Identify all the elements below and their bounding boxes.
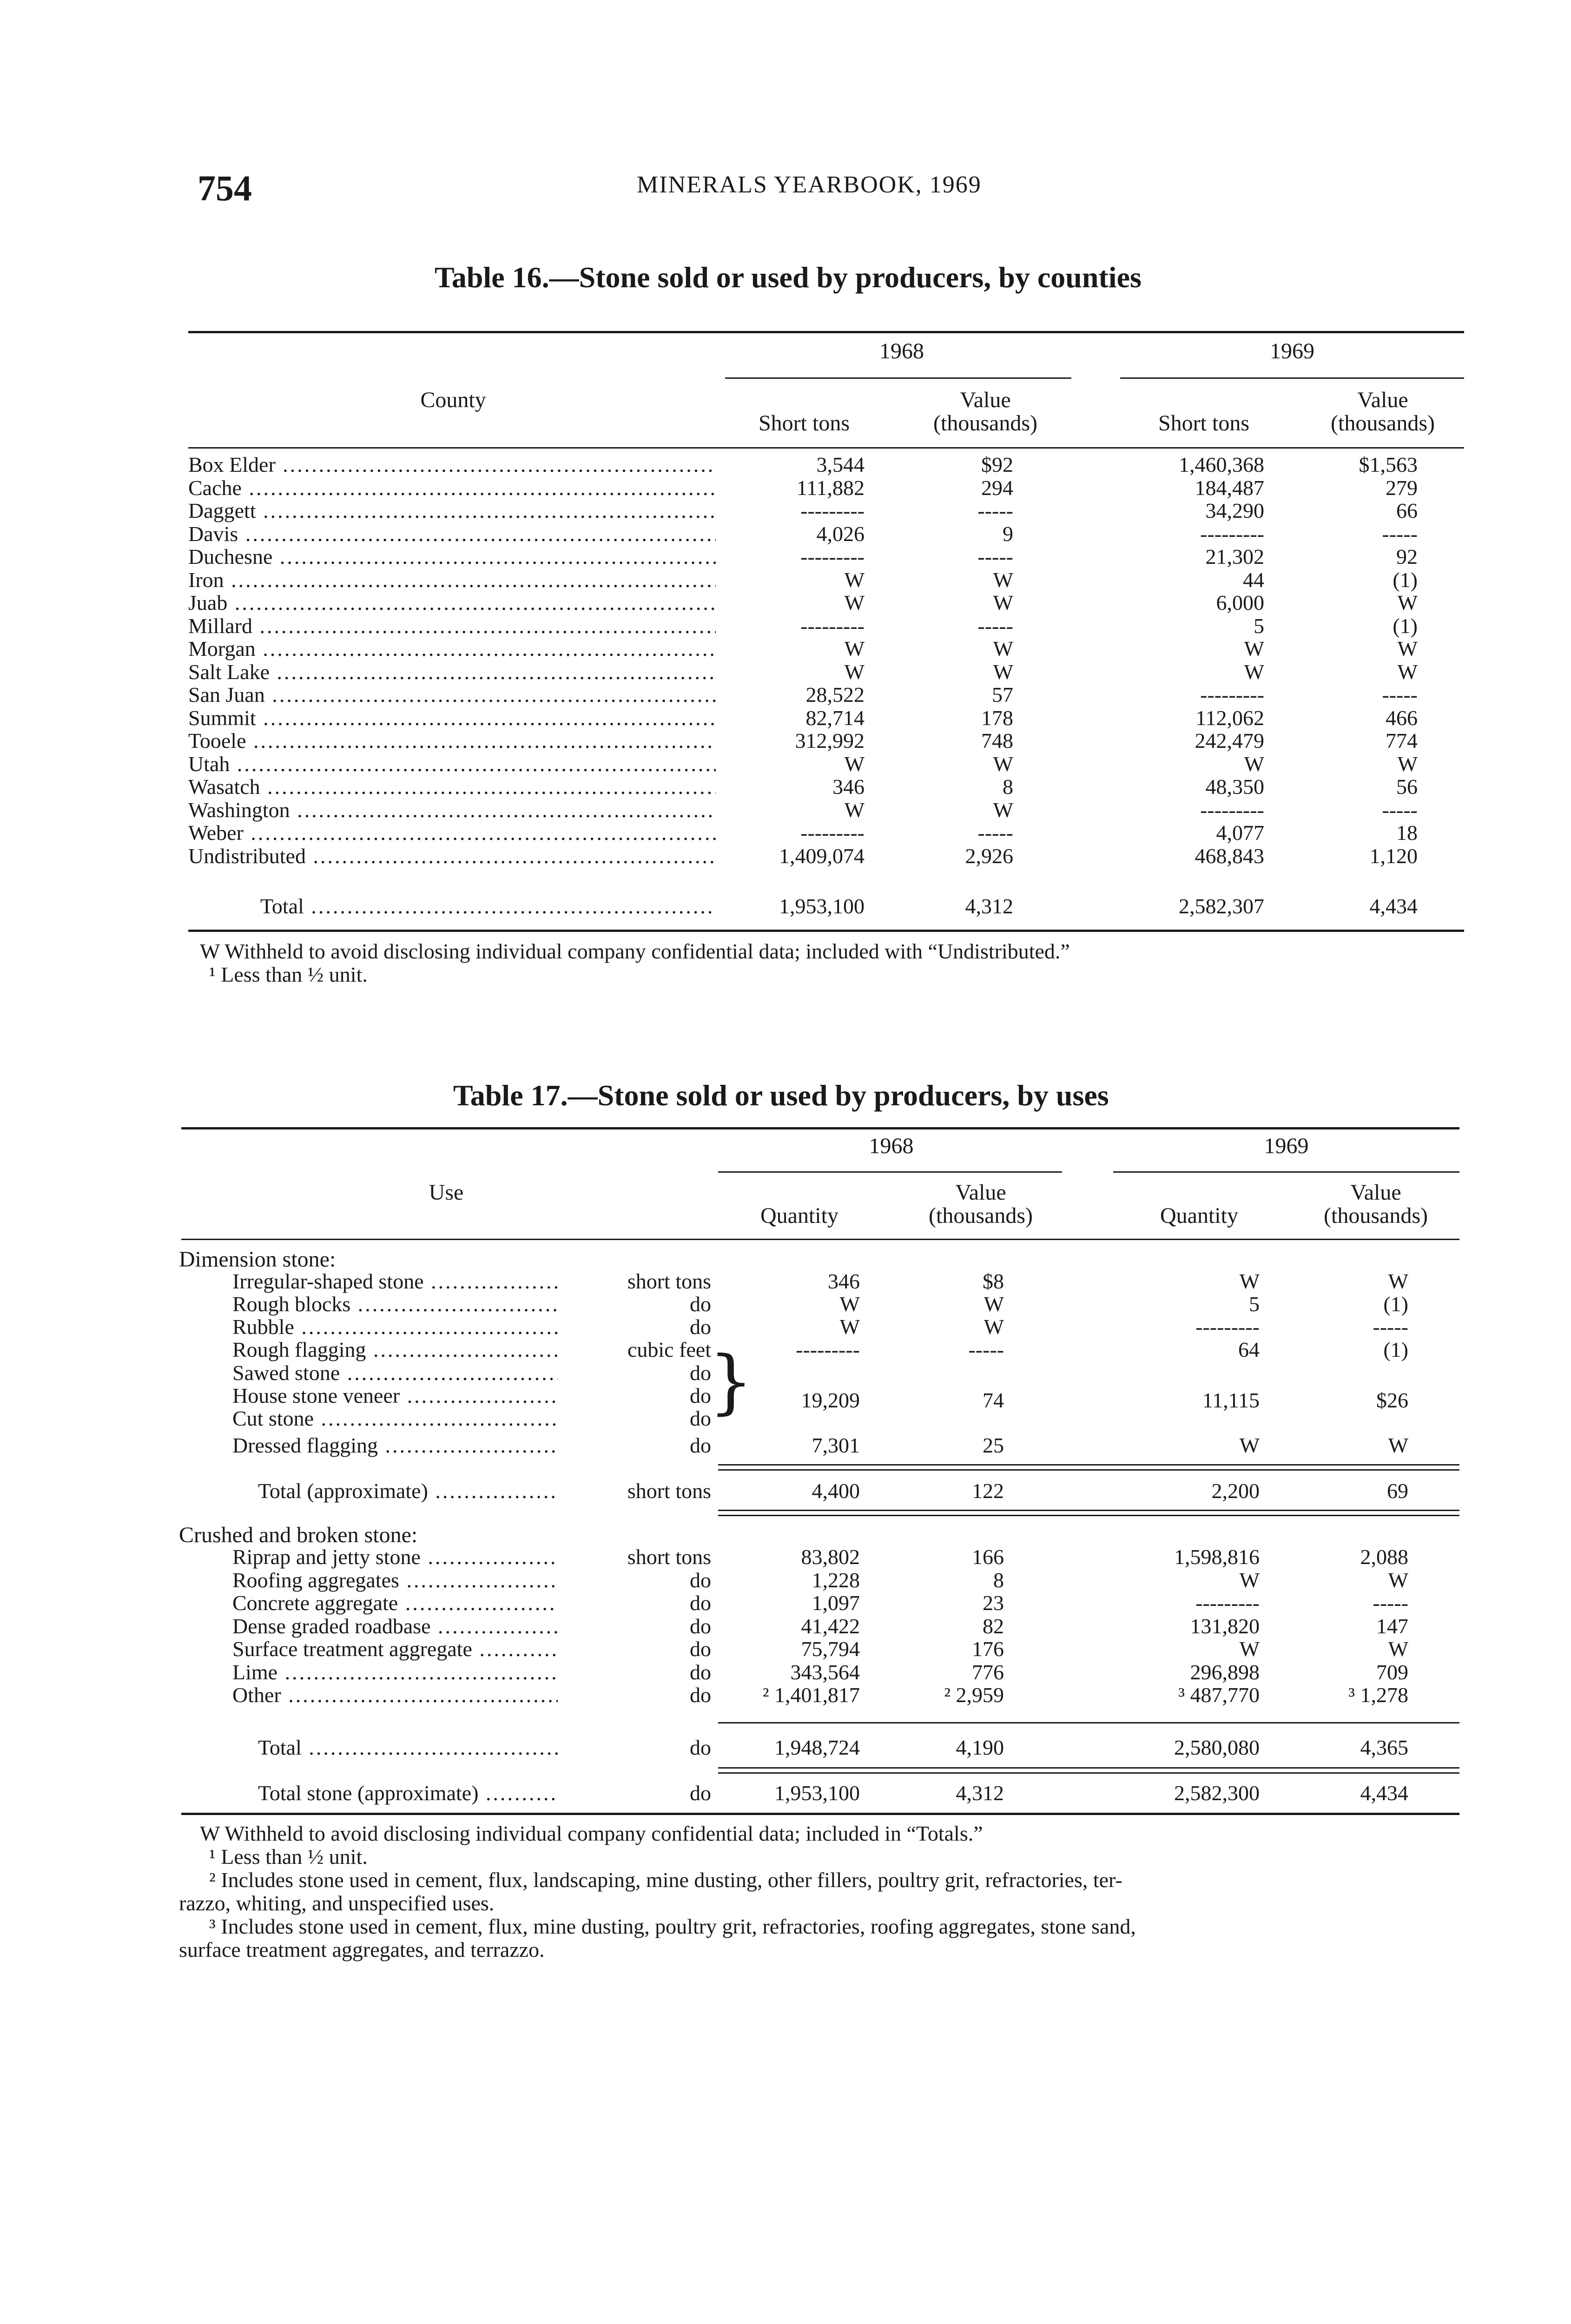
row-label: Salt Lake .....	[188, 660, 716, 684]
grouped-value-1968: 74	[983, 1388, 1004, 1412]
table17-note: ¹ Less than ½ unit.	[209, 1845, 368, 1868]
short-tons-1969: ---------	[1200, 683, 1264, 706]
table17-1968-rule	[718, 1171, 1062, 1173]
value-1968: 776	[972, 1660, 1004, 1684]
table16-top-rule	[188, 331, 1464, 333]
value-1968: W	[993, 637, 1013, 660]
short-tons-1968: 111,882	[796, 475, 865, 500]
short-tons-1969: 184,487	[1195, 475, 1264, 500]
row-label: Davis .....	[188, 522, 716, 546]
row-unit: do	[690, 1384, 711, 1407]
value-1968: $8	[983, 1269, 1004, 1293]
table-row	[0, 476, 1571, 500]
short-tons-1968: W	[844, 568, 865, 592]
quantity-1969: ---------	[1195, 1591, 1260, 1615]
row-unit: do	[690, 1568, 711, 1592]
value-1969: 709	[1376, 1660, 1408, 1684]
value-1969: -----	[1373, 1591, 1408, 1615]
short-tons-1969: 34,290	[1205, 499, 1264, 522]
value-1968: 9	[1003, 522, 1013, 546]
quantity-1968: W	[839, 1315, 860, 1339]
value-1969: 1,120	[1369, 844, 1418, 868]
row-label: Total stone (approximate) .....	[258, 1782, 558, 1805]
row-label: Washington .....	[188, 799, 716, 822]
table17-title: Table 17.—Stone sold or used by producers, by uses	[453, 1079, 1109, 1112]
crushed-total-rule	[718, 1767, 1459, 1774]
value-1968: -----	[977, 614, 1013, 638]
table-row	[0, 1684, 1571, 1707]
row-label: Riprap and jetty stone .....	[232, 1545, 558, 1569]
table-row	[0, 660, 1571, 684]
value-1968: 178	[981, 706, 1013, 730]
table16-county-header: County	[420, 388, 486, 412]
table-row	[0, 1591, 1571, 1615]
quantity-1969: 1,598,816	[1174, 1545, 1260, 1569]
table-row	[0, 1361, 1571, 1385]
value-1968: 166	[972, 1545, 1004, 1569]
table-row	[0, 1545, 1571, 1569]
row-label: Other .....	[232, 1684, 558, 1707]
value-1969: 69	[1387, 1479, 1408, 1503]
table17-top-rule	[181, 1127, 1459, 1129]
table-row	[0, 591, 1571, 614]
grouped-value-1969: $26	[1376, 1388, 1408, 1412]
row-label: Wasatch .....	[188, 775, 716, 799]
value-1968: 8	[993, 1568, 1004, 1592]
table-row	[0, 1293, 1571, 1316]
short-tons-1968: ---------	[800, 614, 865, 638]
row-label: Total .....	[260, 895, 716, 918]
total-short-tons-1968: 1,953,100	[779, 894, 865, 918]
quantity-1969: 296,898	[1190, 1660, 1260, 1684]
value-1969: W	[1388, 1568, 1408, 1592]
value-1968: W	[993, 660, 1013, 684]
value-1968: -----	[977, 821, 1013, 845]
value-1968: $92	[981, 453, 1013, 476]
short-tons-1969: 44	[1243, 568, 1264, 592]
short-tons-1968: ---------	[800, 499, 865, 522]
value-1968: W	[993, 591, 1013, 614]
quantity-1969: 5	[1249, 1292, 1260, 1316]
value-1969: W	[1397, 660, 1418, 684]
value-1969: 4,365	[1360, 1736, 1408, 1759]
row-label: Roofing aggregates .....	[232, 1569, 558, 1592]
row-label: House stone veneer .....	[232, 1384, 558, 1407]
table17-use-header: Use	[429, 1180, 464, 1205]
value-1969: 466	[1386, 706, 1418, 730]
table16-note-w: W Withheld to avoid disclosing individual company confidential data; included with “Undistributed.”	[200, 939, 1070, 963]
table17-value-1968-line2: (thousands)	[929, 1203, 1033, 1228]
row-unit: short tons	[627, 1479, 711, 1503]
row-label: San Juan .....	[188, 683, 716, 706]
quantity-1968: 1,948,724	[774, 1736, 860, 1759]
page-number: 754	[198, 168, 252, 208]
short-tons-1969: ---------	[1200, 798, 1264, 822]
table-row	[0, 453, 1571, 476]
table-row	[0, 821, 1571, 845]
total-value-1969: 4,434	[1369, 894, 1418, 918]
short-tons-1968: W	[844, 798, 865, 822]
short-tons-1968: W	[844, 660, 865, 684]
row-label: Rubble .....	[232, 1315, 558, 1339]
value-1969: 2,088	[1360, 1545, 1408, 1569]
row-label: Rough blocks .....	[232, 1293, 558, 1316]
table17-year-1968: 1968	[869, 1134, 914, 1158]
table17-value-1968-line1: Value	[955, 1180, 1006, 1205]
row-label: Millard .....	[188, 614, 716, 638]
quantity-1968: 4,400	[812, 1479, 860, 1503]
dimension-subtotal-rule	[718, 1464, 1459, 1471]
row-unit: do	[690, 1315, 711, 1339]
value-1969: 147	[1376, 1614, 1408, 1638]
value-1968: 176	[972, 1637, 1004, 1661]
table-row	[0, 1782, 1571, 1805]
row-label: Tooele .....	[188, 729, 716, 753]
value-1968: W	[993, 798, 1013, 822]
table-row	[0, 1637, 1571, 1661]
value-1969: W	[1397, 752, 1418, 776]
value-1968: 294	[981, 475, 1013, 500]
quantity-1968: 7,301	[812, 1433, 860, 1457]
table16-value-1968-line2: (thousands)	[933, 411, 1037, 436]
table-row	[0, 799, 1571, 822]
quantity-1969: W	[1239, 1433, 1260, 1457]
row-unit: do	[690, 1591, 711, 1615]
quantity-1968: 1,228	[812, 1568, 860, 1592]
table17-bottom-rule	[181, 1813, 1459, 1815]
group-brace: }	[709, 1341, 753, 1422]
table16-year-1968: 1968	[879, 339, 924, 363]
table-row	[0, 753, 1571, 776]
value-1969: W	[1388, 1433, 1408, 1457]
quantity-1969: 2,582,300	[1174, 1781, 1260, 1805]
running-head: MINERALS YEARBOOK, 1969	[637, 172, 982, 198]
row-label: Rough flagging .....	[232, 1338, 558, 1361]
quantity-1969: 2,580,080	[1174, 1736, 1260, 1759]
grouped-quantity-1969: 11,115	[1202, 1388, 1260, 1412]
row-label: Dressed flagging .....	[232, 1434, 558, 1457]
table16-year-1969: 1969	[1270, 339, 1314, 363]
table16-title: Table 16.—Stone sold or used by producers, by counties	[435, 261, 1142, 294]
quantity-1968: 75,794	[801, 1637, 860, 1661]
row-unit: do	[690, 1683, 711, 1707]
dimension-stone-heading: Dimension stone:	[179, 1247, 336, 1272]
value-1968: 4,190	[956, 1736, 1004, 1759]
crushed-stone-heading: Crushed and broken stone:	[179, 1523, 418, 1547]
row-label: Undistributed .....	[188, 845, 716, 868]
value-1968: -----	[977, 545, 1013, 568]
row-unit: do	[690, 1660, 711, 1684]
row-label: Sawed stone .....	[232, 1361, 558, 1385]
short-tons-1968: ---------	[800, 821, 865, 845]
short-tons-1968: 28,522	[805, 683, 865, 706]
table17-1969-rule	[1113, 1171, 1459, 1173]
value-1969: (1)	[1393, 568, 1418, 592]
table-row	[0, 729, 1571, 753]
table-row	[0, 522, 1571, 546]
table-row	[0, 614, 1571, 638]
value-1968: 4,312	[956, 1781, 1004, 1805]
row-label: Irregular-shaped stone .....	[232, 1270, 558, 1293]
value-1968: W	[984, 1315, 1004, 1339]
short-tons-1969: ---------	[1200, 522, 1264, 546]
table17-value-1969-line2: (thousands)	[1324, 1203, 1428, 1228]
value-1968: 57	[992, 683, 1013, 706]
dimension-total-rule	[718, 1510, 1459, 1516]
table17-value-1969-line1: Value	[1350, 1180, 1401, 1205]
short-tons-1968: ---------	[800, 545, 865, 568]
row-unit: short tons	[627, 1269, 711, 1293]
row-label: Cut stone .....	[232, 1407, 558, 1430]
value-1968: -----	[977, 499, 1013, 522]
value-1968: 748	[981, 729, 1013, 753]
short-tons-1969: W	[1244, 752, 1264, 776]
value-1968: ² 2,959	[944, 1683, 1004, 1707]
table16-value-1969-line2: (thousands)	[1331, 411, 1435, 436]
short-tons-1969: 5	[1254, 614, 1264, 638]
short-tons-1969: 21,302	[1205, 545, 1264, 568]
row-label: Surface treatment aggregate .....	[232, 1637, 558, 1661]
short-tons-1968: 312,992	[795, 729, 865, 753]
value-1968: 82	[983, 1614, 1004, 1638]
row-unit: cubic feet	[627, 1338, 711, 1361]
short-tons-1969: 1,460,368	[1179, 453, 1264, 476]
table16-total-row	[0, 895, 1571, 918]
short-tons-1969: 468,843	[1195, 844, 1264, 868]
value-1968: 122	[972, 1479, 1004, 1503]
value-1969: -----	[1373, 1315, 1408, 1339]
short-tons-1969: W	[1244, 660, 1264, 684]
table16-note-1: ¹ Less than ½ unit.	[209, 963, 368, 986]
value-1969: 774	[1386, 729, 1418, 753]
table17-note: surface treatment aggregates, and terrazzo.	[179, 1938, 545, 1961]
table-row	[0, 568, 1571, 592]
quantity-1968: 1,953,100	[774, 1781, 860, 1805]
table16-value-1968-line1: Value	[960, 388, 1011, 412]
quantity-1968: 41,422	[801, 1614, 860, 1638]
value-1969: W	[1397, 591, 1418, 614]
table16-header-rule	[188, 447, 1464, 449]
quantity-1968: 1,097	[812, 1591, 860, 1615]
crushed-subtotal-rule	[718, 1722, 1459, 1723]
row-label: Lime .....	[232, 1661, 558, 1684]
quantity-1968: W	[839, 1292, 860, 1316]
table-row	[0, 637, 1571, 660]
quantity-1968: 343,564	[790, 1660, 860, 1684]
short-tons-1969: 112,062	[1195, 706, 1264, 730]
row-label: Duchesne .....	[188, 545, 716, 568]
row-label: Utah .....	[188, 753, 716, 776]
table-row	[0, 1434, 1571, 1457]
value-1969: (1)	[1383, 1292, 1408, 1316]
value-1969: 18	[1396, 821, 1418, 845]
table17-note: W Withheld to avoid disclosing individual company confidential data; included in “Totals.”	[200, 1822, 983, 1845]
table-row	[0, 499, 1571, 522]
value-1969: 92	[1396, 545, 1418, 568]
value-1968: 23	[983, 1591, 1004, 1615]
value-1968: W	[993, 752, 1013, 776]
short-tons-1969: 48,350	[1205, 775, 1264, 799]
short-tons-1968: 1,409,074	[779, 844, 865, 868]
row-unit: do	[690, 1433, 711, 1457]
quantity-1969: ---------	[1195, 1315, 1260, 1339]
short-tons-1969: W	[1244, 637, 1264, 660]
table17-note: razzo, whiting, and unspecified uses.	[179, 1891, 495, 1915]
short-tons-1969: 6,000	[1216, 591, 1264, 614]
table16-short-tons-1969: Short tons	[1158, 411, 1250, 436]
row-label: Concrete aggregate .....	[232, 1591, 558, 1615]
quantity-1969: 64	[1238, 1338, 1260, 1361]
row-unit: do	[690, 1637, 711, 1661]
table-row	[0, 1479, 1571, 1503]
value-1969: 66	[1396, 499, 1418, 522]
row-label: Juab .....	[188, 591, 716, 614]
quantity-1969: ³ 487,770	[1178, 1683, 1260, 1707]
table-row	[0, 1338, 1571, 1361]
row-unit: short tons	[627, 1545, 711, 1569]
table17-quantity-1969: Quantity	[1160, 1203, 1238, 1228]
short-tons-1969: 4,077	[1216, 821, 1264, 845]
value-1968: W	[993, 568, 1013, 592]
quantity-1969: W	[1239, 1637, 1260, 1661]
quantity-1969: 2,200	[1211, 1479, 1260, 1503]
row-unit: do	[690, 1361, 711, 1385]
row-label: Dense graded roadbase .....	[232, 1615, 558, 1638]
row-unit: do	[690, 1614, 711, 1638]
table17-header-rule	[181, 1239, 1459, 1240]
table16-bottom-rule	[188, 930, 1464, 932]
value-1969: 56	[1396, 775, 1418, 799]
quantity-1969: 131,820	[1190, 1614, 1260, 1638]
row-label: Box Elder .....	[188, 453, 716, 476]
row-unit: do	[690, 1736, 711, 1759]
table-row	[0, 845, 1571, 868]
quantity-1969: W	[1239, 1269, 1260, 1293]
table-row	[0, 545, 1571, 568]
table16-short-tons-1968: Short tons	[758, 411, 850, 436]
total-value-1968: 4,312	[965, 894, 1013, 918]
table-row	[0, 1736, 1571, 1759]
value-1968: -----	[968, 1338, 1004, 1361]
short-tons-1968: W	[844, 591, 865, 614]
row-label: Morgan .....	[188, 637, 716, 660]
table-row	[0, 1270, 1571, 1293]
value-1968: 8	[1003, 775, 1013, 799]
table17-note: ³ Includes stone used in cement, flux, mine dusting, poultry grit, refractories, roofing aggregates, stone sand,	[209, 1915, 1136, 1938]
value-1969: 279	[1386, 475, 1418, 500]
value-1969: -----	[1382, 683, 1418, 706]
value-1968: 2,926	[965, 844, 1013, 868]
value-1969: 4,434	[1360, 1781, 1408, 1805]
table-row	[0, 1569, 1571, 1592]
value-1969: -----	[1382, 522, 1418, 546]
short-tons-1968: 3,544	[816, 453, 865, 476]
row-unit: do	[690, 1292, 711, 1316]
table-row	[0, 1661, 1571, 1684]
total-short-tons-1969: 2,582,307	[1179, 894, 1264, 918]
row-label: Daggett .....	[188, 499, 716, 522]
table16-1968-rule	[725, 377, 1071, 379]
table-row	[0, 775, 1571, 799]
row-unit: do	[690, 1781, 711, 1805]
value-1969: $1,563	[1359, 453, 1418, 476]
row-label: Weber .....	[188, 821, 716, 845]
value-1969: -----	[1382, 798, 1418, 822]
short-tons-1968: 82,714	[805, 706, 865, 730]
value-1969: W	[1388, 1269, 1408, 1293]
short-tons-1968: 4,026	[816, 522, 865, 546]
row-label: Total .....	[258, 1736, 558, 1759]
value-1968: 25	[983, 1433, 1004, 1457]
table17-note: ² Includes stone used in cement, flux, landscaping, mine dusting, other fillers, poultry grit, refractories, ter-	[209, 1868, 1122, 1892]
row-label: Cache .....	[188, 476, 716, 500]
quantity-1968: 83,802	[801, 1545, 860, 1569]
grouped-quantity-1968: 19,209	[801, 1388, 860, 1412]
table-row	[0, 1315, 1571, 1339]
table-row	[0, 683, 1571, 706]
short-tons-1968: W	[844, 752, 865, 776]
quantity-1968: ---------	[796, 1338, 860, 1361]
value-1969: (1)	[1383, 1338, 1408, 1361]
table17-year-1969: 1969	[1264, 1134, 1309, 1158]
quantity-1969: W	[1239, 1568, 1260, 1592]
row-label: Summit .....	[188, 706, 716, 730]
short-tons-1969: 242,479	[1195, 729, 1264, 753]
quantity-1968: ² 1,401,817	[762, 1683, 860, 1707]
value-1969: ³ 1,278	[1348, 1683, 1408, 1707]
value-1969: (1)	[1393, 614, 1418, 638]
row-label: Total (approximate) .....	[258, 1479, 558, 1503]
value-1968: W	[984, 1292, 1004, 1316]
row-unit: do	[690, 1406, 711, 1430]
short-tons-1968: W	[844, 637, 865, 660]
grouped-values-row	[0, 1389, 1571, 1412]
value-1969: W	[1397, 637, 1418, 660]
table-row	[0, 1615, 1571, 1638]
table16-1969-rule	[1120, 377, 1464, 379]
value-1969: W	[1388, 1637, 1408, 1661]
table-row	[0, 706, 1571, 730]
row-label: Iron .....	[188, 568, 716, 592]
short-tons-1968: 346	[832, 775, 865, 799]
table17-quantity-1968: Quantity	[760, 1203, 838, 1228]
table16-value-1969-line1: Value	[1357, 388, 1408, 412]
quantity-1968: 346	[828, 1269, 860, 1293]
